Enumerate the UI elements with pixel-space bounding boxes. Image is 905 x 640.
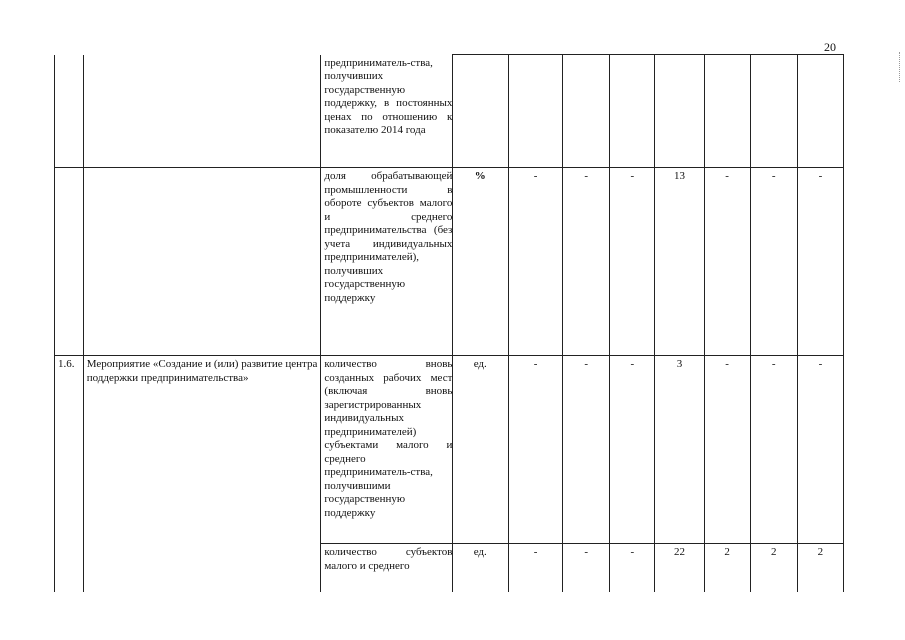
value-cell (508, 55, 562, 168)
indicators-table (54, 54, 844, 592)
value-cell: - (563, 544, 610, 593)
event-name (83, 55, 321, 168)
row-number: 1.6. (55, 356, 84, 544)
indicator-text: предприниматель-ства, получивших государственную поддержку, в постоянных ценах по отношению к показателю 2014 года (324, 56, 453, 136)
indicator-text: доля обрабатывающей промышленности в обороте субъектов малого и среднего предпринимательства (без учета индивидуальных предпринимателей), получивших государственную поддержку (324, 170, 453, 304)
value-cell: 2 (704, 544, 750, 593)
unit-cell: % (452, 168, 508, 356)
value-cell: 13 (655, 168, 704, 356)
value-cell: - (508, 168, 562, 356)
event-name: Мероприятие «Создание и (или) развитие центра поддержки предпринимательства» (83, 356, 321, 544)
value-cell: - (610, 544, 655, 593)
indicator-text: количество вновь созданных рабочих мест (включая вновь зарегистрированных индивидуальных предпринимателей) субъектами малого и среднего предприниматель-ства, получившими государственную поддержку (324, 358, 453, 519)
indicator-cell (321, 168, 452, 356)
value-cell (655, 55, 704, 168)
table-row (55, 168, 844, 356)
value-cell: - (750, 168, 797, 356)
row-number (55, 55, 84, 168)
row-number (55, 168, 84, 356)
value-cell: - (750, 356, 797, 544)
value-cell: - (610, 356, 655, 544)
value-cell: 22 (655, 544, 704, 593)
table-row (55, 55, 844, 168)
indicator-cell (321, 55, 452, 168)
value-cell: - (704, 168, 750, 356)
value-cell: - (563, 168, 610, 356)
value-cell: - (563, 356, 610, 544)
value-cell (750, 55, 797, 168)
value-cell: - (610, 168, 655, 356)
value-cell: - (797, 356, 843, 544)
unit-cell (452, 55, 508, 168)
table-row (55, 356, 844, 544)
value-cell (563, 55, 610, 168)
indicator-cell (321, 544, 452, 593)
value-cell: 2 (797, 544, 843, 593)
value-cell (797, 55, 843, 168)
page-number: 20 (824, 40, 836, 54)
table-row (55, 544, 844, 593)
value-cell: 2 (750, 544, 797, 593)
value-cell (704, 55, 750, 168)
value-cell: - (508, 356, 562, 544)
unit-cell: ед. (452, 356, 508, 544)
value-cell: - (797, 168, 843, 356)
value-cell (610, 55, 655, 168)
value-cell: 3 (655, 356, 704, 544)
event-name (83, 168, 321, 356)
row-number (55, 544, 84, 593)
scan-edge-marks (899, 52, 904, 82)
value-cell: - (704, 356, 750, 544)
event-name (83, 544, 321, 593)
indicator-text: количество субъектов малого и среднего (324, 546, 453, 572)
value-cell: - (508, 544, 562, 593)
indicator-cell (321, 356, 452, 544)
unit-cell: ед. (452, 544, 508, 593)
